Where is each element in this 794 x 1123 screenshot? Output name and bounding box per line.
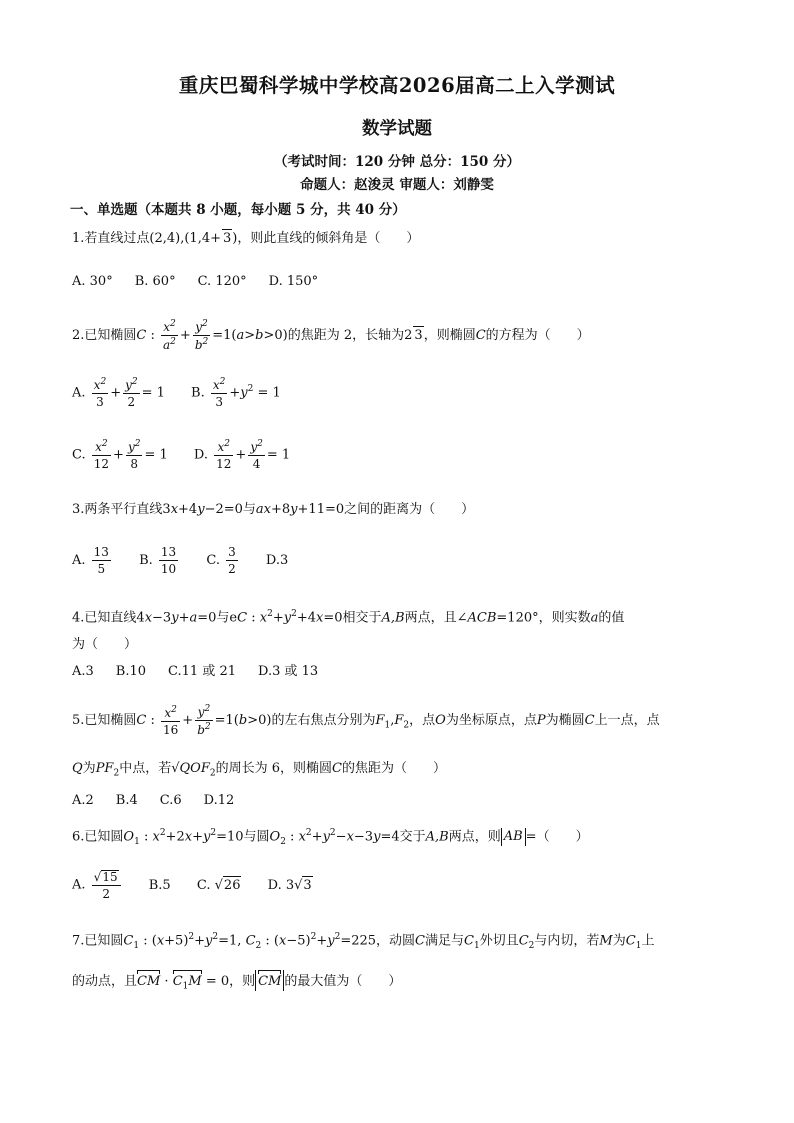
question-7-line2: 的动点，且CM · $C_1M = 0$，则 CM 的最大值为（ ） (72, 970, 401, 996)
option-d[interactable]: D. 3√3 (267, 877, 312, 893)
option-a[interactable]: A.2 (72, 793, 94, 808)
question-3: 3.两条平行直线3x+4y−2=0与ax+8y+11=0之间的距离为（ ） (72, 502, 475, 517)
option-b[interactable]: B.4 (115, 793, 138, 808)
question-7: 7.已知圆$C_1$ : $(x+5)^2+y^2=1$, $C_2$ : $(x-5)^2+y^2=225$，动圆C满足与$C_1$外切且$C_2$与内切，若M为$C_1$上 (72, 932, 655, 951)
question-6-options (72, 870, 335, 900)
option-a[interactable]: A.3 (72, 664, 94, 679)
option-c[interactable]: C.6 (159, 793, 182, 808)
option-b[interactable]: B.10 (115, 664, 147, 679)
option-d[interactable]: D.12 (203, 793, 235, 808)
option-d[interactable]: D.3 (265, 553, 289, 568)
option-a[interactable]: A. $\frac{13}{5}$ (72, 545, 109, 576)
option-a[interactable]: A. $\frac{√15}{2}$ (72, 870, 123, 900)
question-2: 2.已知椭圆C : $\frac{x^2}{a^2}$ + $\frac{y^2}{b^2}$ =1(a>b>0)的焦距为 2，长轴为2 3，则椭圆C的方程为（ ） (72, 319, 590, 352)
question-1-options (72, 273, 340, 291)
option-d[interactable]: D. 150° (268, 274, 319, 289)
option-d[interactable]: D. $\frac{x^2}{12}$ + $\frac{y^2}{4}$ = 1 (193, 439, 291, 471)
exam-title: 重庆巴蜀科学城中学校高2026届高二上入学测试 (178, 74, 616, 97)
exam-authors: 命题人：赵浚灵 审题人：刘静雯 (300, 177, 494, 193)
question-3-options (72, 546, 310, 575)
question-5: 5.已知椭圆C : $\frac{x^2}{16}$ + $\frac{y^2}{b^2}$ =1(b>0)的左右焦点分别为$F_1,F_2$，点O为坐标原点，点P为椭圆C上一点，点 (72, 704, 660, 737)
option-a[interactable]: A. 30° (72, 274, 113, 289)
option-b[interactable]: B. 60° (134, 274, 176, 289)
question-5-options (72, 792, 256, 810)
section-heading: 一、单选题（本题共 8 小题，每小题 5 分，共 40 分） (70, 202, 406, 218)
option-d[interactable]: D.3 或 13 (258, 664, 319, 679)
option-c[interactable]: C. $\frac{3}{2}$ (206, 545, 236, 576)
option-c[interactable]: C. $\frac{x^2}{12}$ + $\frac{y^2}{8}$ = 1 (72, 439, 168, 471)
question-6: 6.已知圆$O_1$ : $x^2+2x+y^2=10$与圆$O_2$ : $x^2+y^2-x-3y=4$交于A,B两点，则 AB =（ ） (72, 828, 589, 847)
option-b[interactable]: B. $\frac{13}{10}$ (139, 545, 177, 576)
option-c[interactable]: C. √26 (196, 877, 241, 893)
question-2-options-row2 (72, 440, 312, 470)
option-c[interactable]: C.11 或 21 (168, 664, 236, 679)
question-2-options-row1 (72, 378, 303, 408)
question-4: 4.已知直线4x−3y+a=0与eC : $x^2+y^2+4x=0$相交于A,B两点，且∠ACB=120°，则实数a的值 (72, 609, 625, 626)
question-5-line2: Q为$PF_2$中点，若$√QOF_2$的周长为 6，则椭圆C的焦距为（ ） (72, 761, 446, 779)
option-c[interactable]: C. 120° (197, 274, 247, 289)
question-4-line2: 为（ ） (72, 637, 138, 652)
question-4-options (72, 663, 340, 681)
option-b[interactable]: B.5 (148, 877, 171, 893)
exam-info: （考试时间：120 分钟 总分：150 分） (274, 154, 520, 170)
option-a[interactable]: A. $\frac{x^2}{3}$ + $\frac{y^2}{2}$ = 1 (72, 377, 165, 409)
option-b[interactable]: B. $\frac{x^2}{3}$ $+y^2 = 1$ (191, 377, 281, 409)
question-1: 1.若直线过点(2,4),(1,4+ 3)，则此直线的倾斜角是（ ） (72, 231, 420, 246)
exam-subtitle: 数学试题 (362, 119, 432, 139)
